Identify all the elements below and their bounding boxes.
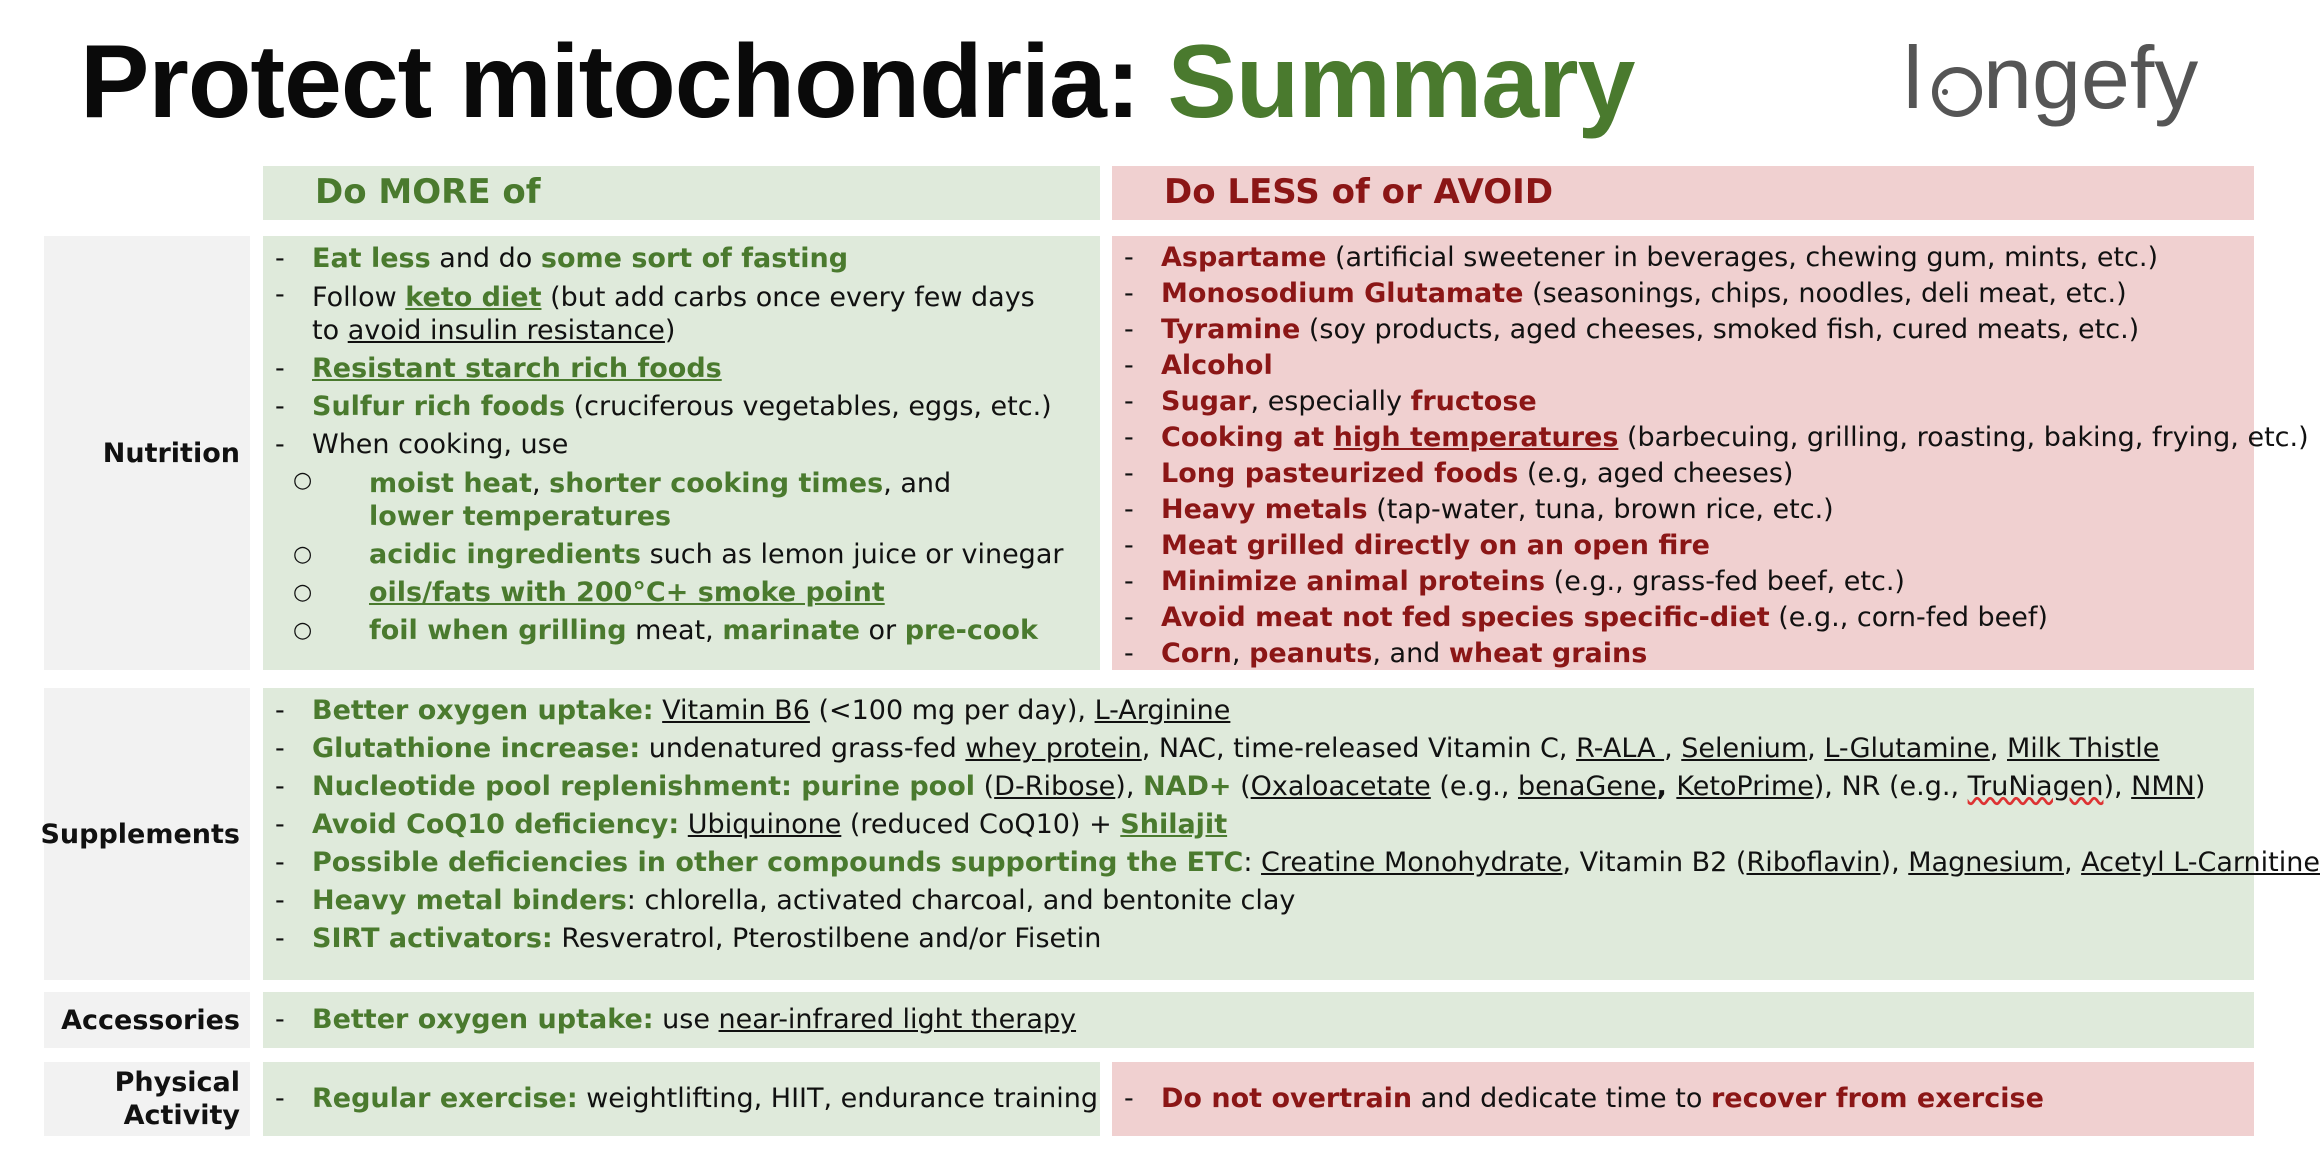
sub-list-item — [263, 536, 1100, 574]
text-segment: ), — [1880, 847, 1909, 878]
text-segment: Cooking at — [1161, 422, 1334, 453]
text-segment: Eat less — [312, 243, 431, 274]
list-item — [263, 806, 2254, 844]
nutrition-more-list — [263, 240, 1100, 650]
text-segment: ) — [2194, 771, 2206, 802]
text-segment: Follow — [312, 282, 406, 313]
list-item — [263, 426, 1100, 464]
text-segment: use — [653, 1004, 719, 1035]
text-segment: ( — [1231, 771, 1251, 802]
whey-protein-link[interactable]: whey protein — [965, 733, 1142, 764]
section-label-physical-activity — [44, 1062, 250, 1136]
physical-less-panel — [1112, 1062, 2254, 1136]
section-label-physical-line2: Activity — [123, 1100, 240, 1131]
text-segment: Long pasteurized foods — [1161, 458, 1519, 489]
text-segment: Avoid CoQ10 deficiency: — [312, 809, 680, 840]
header-do-less: Do LESS of or AVOID — [1112, 166, 2254, 220]
list-item — [1112, 636, 2254, 672]
sub-list-item — [263, 574, 1100, 612]
keto-diet-link[interactable]: keto diet — [405, 282, 542, 313]
supplements-list — [263, 692, 2320, 958]
text-segment: (reduced CoQ10) + — [841, 809, 1121, 840]
list-item — [1112, 348, 2254, 384]
benagene-link[interactable]: benaGene — [1518, 771, 1657, 802]
text-segment: Corn — [1161, 638, 1232, 669]
longefy-logo — [1895, 26, 2235, 141]
title-accent: Summary — [1167, 24, 1635, 140]
nutrition-less-panel — [1112, 236, 2309, 670]
list-item — [1112, 420, 2309, 456]
text-segment: (<100 mg per day), — [809, 695, 1095, 726]
text-segment: ( — [975, 771, 995, 802]
logo-text-l: l — [1903, 28, 1923, 127]
text-segment: weightlifting, HIIT, endurance training — [577, 1083, 1099, 1114]
text-segment: shorter cooking times — [549, 468, 884, 499]
list-item — [1112, 240, 2254, 276]
selenium-link[interactable]: Selenium — [1681, 733, 1808, 764]
sub-list-item — [263, 464, 959, 536]
text-segment: recover from exercise — [1710, 1083, 2044, 1114]
text-segment: Monosodium Glutamate — [1161, 278, 1524, 309]
text-segment: Heavy metals — [1161, 494, 1368, 525]
text-segment: pre-cook — [904, 615, 1038, 646]
text-segment: (cruciferous vegetables, eggs, etc.) — [565, 391, 1052, 422]
list-item — [1112, 312, 2254, 348]
list-item — [1112, 456, 2254, 492]
l-glutamine-link[interactable]: L-Glutamine — [1824, 733, 1990, 764]
magnesium-link[interactable]: Magnesium — [1908, 847, 2064, 878]
text-segment: foil when grilling — [369, 615, 627, 646]
text-segment: (seasonings, chips, noodles, deli meat, etc.) — [1523, 278, 2127, 309]
accessories-list — [263, 1001, 2254, 1039]
text-segment: or — [859, 615, 905, 646]
list-item — [263, 730, 2254, 768]
text-segment: , especially — [1250, 386, 1411, 417]
text-segment: (artificial sweetener in beverages, chewing gum, mints, etc.) — [1326, 242, 2158, 273]
section-label-nutrition-text: Nutrition — [102, 437, 240, 469]
insulin-resistance-link[interactable]: avoid insulin resistance — [347, 315, 665, 346]
text-segment: Avoid meat not fed species specific-diet — [1161, 602, 1770, 633]
list-item — [263, 692, 2254, 730]
header-do-more: Do MORE of — [263, 166, 1100, 220]
text-segment: , — [1989, 733, 2007, 764]
text-segment: : — [1243, 847, 1262, 878]
text-segment: (e.g., — [1430, 771, 1518, 802]
list-item — [263, 920, 2254, 958]
text-segment: Regular exercise: — [312, 1083, 578, 1114]
list-item — [263, 844, 2320, 882]
physical-more-list — [263, 1080, 1100, 1118]
text-segment: , and — [1372, 638, 1449, 669]
shilajit-link[interactable]: Shilajit — [1120, 809, 1228, 840]
text-segment: (soy products, aged cheeses, smoked fish, cured meats, etc.) — [1300, 314, 2140, 345]
physical-less-list — [1112, 1080, 2254, 1118]
text-segment: When cooking, use — [312, 429, 569, 460]
resistant-starch-link[interactable]: Resistant starch rich foods — [312, 353, 722, 384]
text-segment: Better oxygen uptake: — [312, 1004, 654, 1035]
list-item — [263, 278, 1052, 350]
text-segment — [654, 695, 663, 726]
text-segment: undenatured grass-fed — [640, 733, 966, 764]
ubiquinone-link[interactable]: Ubiquinone — [687, 809, 842, 840]
text-segment: , — [2063, 847, 2082, 878]
text-segment: Sugar — [1161, 386, 1251, 417]
text-segment: (but add carbs once every few days to — [312, 282, 1035, 346]
text-segment: ), — [2103, 771, 2132, 802]
text-segment: , Vitamin B2 ( — [1562, 847, 1747, 878]
section-label-supplements — [40, 688, 250, 980]
list-item — [263, 240, 1100, 278]
list-item — [263, 882, 2254, 920]
list-item — [263, 768, 2254, 806]
oxaloacetate-link[interactable]: Oxaloacetate — [1250, 771, 1431, 802]
text-segment: ), — [1115, 771, 1143, 802]
text-segment: SIRT activators: — [312, 923, 553, 954]
text-segment: , — [1664, 733, 1682, 764]
creatine-link[interactable]: Creatine Monohydrate — [1261, 847, 1563, 878]
ketoprime-link[interactable]: KetoPrime — [1676, 771, 1814, 802]
text-segment: Tyramine — [1161, 314, 1301, 345]
text-segment: some sort of fasting — [540, 243, 849, 274]
text-segment: (e.g., grass-fed beef, etc.) — [1545, 566, 1905, 597]
text-segment: (barbecuing, grilling, roasting, baking, frying, etc.) — [1618, 422, 2309, 453]
text-segment: such as lemon juice or vinegar — [641, 539, 1064, 570]
text-segment: , — [1807, 733, 1825, 764]
near-infrared-link[interactable]: near-infrared light therapy — [718, 1004, 1077, 1035]
text-segment: marinate — [722, 615, 860, 646]
longefy-logo-icon — [1895, 26, 2235, 141]
text-segment: and do — [430, 243, 541, 274]
list-item — [1112, 276, 2254, 312]
text-segment: , NAC, time-released Vitamin C, — [1141, 733, 1577, 764]
text-segment: lower temperatures — [369, 501, 672, 532]
text-segment: Minimize animal proteins — [1161, 566, 1546, 597]
text-segment: Possible deficiencies in other compounds supporting the ETC — [312, 847, 1244, 878]
list-item — [1112, 600, 2254, 636]
logo-text: ngefy — [1983, 28, 2199, 127]
text-segment: fructose — [1410, 386, 1537, 417]
nmn-link[interactable]: NMN — [2131, 771, 2195, 802]
list-item — [263, 1001, 2254, 1039]
text-segment: , — [531, 468, 550, 499]
text-segment: peanuts — [1249, 638, 1373, 669]
section-label-accessories-text: Accessories — [61, 1004, 240, 1036]
section-label-physical-line1: Physical — [114, 1067, 240, 1098]
text-segment — [679, 809, 688, 840]
text-segment: : chlorella, activated charcoal, and bentonite clay — [626, 885, 1296, 916]
vitamin-b6-link[interactable]: Vitamin B6 — [662, 695, 810, 726]
list-item — [1112, 384, 2254, 420]
section-label-physical-activity-text — [115, 1066, 240, 1132]
text-segment: wheat grains — [1448, 638, 1648, 669]
accessories-panel — [263, 992, 2254, 1048]
text-segment: Resveratrol, Pterostilbene and/or Fisetin — [552, 923, 1102, 954]
nutrition-more-panel — [263, 236, 1100, 670]
l-arginine-link[interactable]: L-Arginine — [1094, 695, 1231, 726]
text-segment: Aspartame — [1161, 242, 1327, 273]
text-segment: Glutathione increase: — [312, 733, 641, 764]
text-segment: Meat grilled directly on an open fire — [1161, 530, 1710, 561]
section-label-supplements-text: Supplements — [40, 818, 240, 850]
physical-more-panel — [263, 1062, 1100, 1136]
acetyl-l-carnitine-link[interactable]: Acetyl L-Carnitine — [2081, 847, 2320, 878]
list-item — [1112, 564, 2254, 600]
text-segment: ) — [664, 315, 676, 346]
list-item — [263, 388, 1100, 426]
text-segment: , and — [883, 468, 952, 499]
section-label-accessories — [44, 992, 250, 1048]
text-segment: moist heat — [369, 468, 532, 499]
list-item — [263, 1080, 1100, 1118]
text-segment: Nucleotide pool replenishment: purine pool — [312, 771, 976, 802]
text-segment: Do not overtrain — [1161, 1083, 1413, 1114]
section-label-nutrition — [44, 236, 250, 670]
page-title — [80, 22, 1634, 142]
text-segment: , — [1231, 638, 1250, 669]
sub-list-item — [263, 612, 1100, 650]
text-segment: (tap-water, tuna, brown rice, etc.) — [1367, 494, 1834, 525]
nutrition-less-list — [1112, 240, 2309, 672]
text-segment: acidic ingredients — [369, 539, 641, 570]
text-segment: ), NR (e.g., — [1813, 771, 1968, 802]
r-ala-link[interactable]: R-ALA — [1576, 733, 1665, 764]
riboflavin-link[interactable]: Riboflavin — [1746, 847, 1881, 878]
text-segment: meat, — [626, 615, 723, 646]
supplements-panel — [263, 688, 2320, 980]
d-ribose-link[interactable]: D-Ribose — [994, 771, 1116, 802]
list-item — [1112, 492, 2254, 528]
milk-thistle-link[interactable]: Milk Thistle — [2007, 733, 2160, 764]
smoke-point-link[interactable]: oils/fats with 200°C+ smoke point — [369, 577, 885, 608]
list-item — [1112, 528, 2254, 564]
list-item — [263, 350, 1100, 388]
text-segment: Heavy metal binders — [312, 885, 627, 916]
text-segment: (e.g, aged cheeses) — [1518, 458, 1794, 489]
title-main: Protect mitochondria: — [80, 24, 1140, 140]
text-segment: Better oxygen uptake: — [312, 695, 654, 726]
truniagen-link[interactable]: TruNiagen — [1967, 771, 2104, 802]
list-item — [1112, 1080, 2254, 1118]
text-segment: NAD+ — [1143, 771, 1232, 802]
text-segment: Sulfur rich foods — [312, 391, 566, 422]
text-segment: (e.g., corn-fed beef) — [1769, 602, 2048, 633]
text-segment: , — [1656, 771, 1677, 802]
high-temperatures-link[interactable]: high temperatures — [1333, 422, 1619, 453]
text-segment: Alcohol — [1161, 350, 1273, 381]
text-segment: and dedicate time to — [1412, 1083, 1711, 1114]
